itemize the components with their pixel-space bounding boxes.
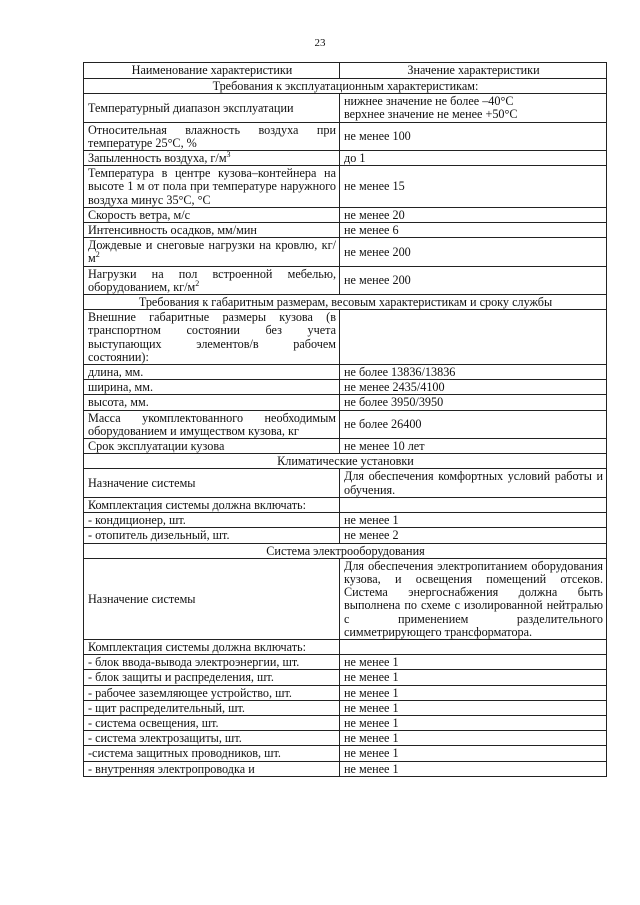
row-name [84, 151, 340, 166]
row-value: не менее 1 [340, 761, 607, 776]
row-name: длина, мм. [84, 365, 340, 380]
table-row [84, 528, 607, 543]
row-name: - блок ввода-вывода электроэнергии, шт. [84, 655, 340, 670]
table-row [84, 380, 607, 395]
row-name-text: Запыленность воздуха, г/м [88, 151, 227, 166]
row-name: Температура в центре кузова–контейнера на высоте 1 м от пола при температуре наружного воздуха минус 35°С, °С [84, 166, 340, 208]
section-title: Требования к эксплуатационным характеристикам: [84, 79, 607, 94]
table-row [84, 94, 607, 122]
row-name [84, 238, 340, 266]
row-name: - кондиционер, шт. [84, 513, 340, 528]
row-value: Для обеспечения электропитанием оборудования кузова, и освещения помещений отсеков. Система энергоснабжения должна быть выполнена по схеме с изолированной нейтралью с применением разделительного симметрирующего трансформатора. [340, 558, 607, 639]
table-row [84, 639, 607, 654]
row-value: не менее 6 [340, 223, 607, 238]
table-row [84, 731, 607, 746]
row-value: не менее 1 [340, 655, 607, 670]
row-name: Температурный диапазон эксплуатации [84, 94, 340, 122]
row-value: не менее 200 [340, 238, 607, 266]
characteristics-table [83, 62, 607, 777]
row-value: не менее 10 лет [340, 439, 607, 454]
row-name-text: Дождевые и снеговые нагрузки на кровлю, кг/м [88, 238, 336, 266]
row-value [340, 310, 607, 365]
table-row [84, 310, 607, 365]
table-row [84, 151, 607, 166]
section-title: Система электрооборудования [84, 543, 607, 558]
row-name: Относительная влажность воздуха при температуре 25°С, % [84, 122, 340, 150]
table-row [84, 365, 607, 380]
table-row [84, 266, 607, 294]
section-row [84, 543, 607, 558]
table-row [84, 410, 607, 438]
superscript: 3 [226, 149, 231, 159]
row-value: не более 13836/13836 [340, 365, 607, 380]
row-name: - система освещения, шт. [84, 715, 340, 730]
section-row [84, 295, 607, 310]
row-value: не менее 1 [340, 715, 607, 730]
section-row [84, 79, 607, 94]
table-row [84, 122, 607, 150]
row-value [340, 94, 607, 122]
table-header-row [84, 63, 607, 79]
section-title: Требования к габаритным размерам, весовым характеристикам и сроку службы [84, 295, 607, 310]
table-row [84, 238, 607, 266]
header-name-cell: Наименование характеристики [84, 63, 340, 79]
row-name: Масса укомплектованного необходимым оборудованием и имуществом кузова, кг [84, 410, 340, 438]
table-row [84, 700, 607, 715]
row-name: Назначение системы [84, 558, 340, 639]
table-row [84, 655, 607, 670]
row-value: не менее 200 [340, 266, 607, 294]
row-value: не менее 1 [340, 670, 607, 685]
table-row [84, 746, 607, 761]
table-row [84, 395, 607, 410]
row-name: Внешние габаритные размеры кузова (в транспортном состоянии без учета выступающих элементов/в рабочем состоянии): [84, 310, 340, 365]
row-name: - внутренняя электропроводка и [84, 761, 340, 776]
row-value: не менее 2435/4100 [340, 380, 607, 395]
row-name: ширина, мм. [84, 380, 340, 395]
row-value: Для обеспечения комфортных условий работы и обучения. [340, 469, 607, 497]
row-name: Интенсивность осадков, мм/мин [84, 223, 340, 238]
row-value: не более 3950/3950 [340, 395, 607, 410]
row-value: не менее 20 [340, 207, 607, 222]
value-line: верхнее значение не менее +50°С [344, 107, 518, 122]
table-row [84, 207, 607, 222]
row-name: Комплектация системы должна включать: [84, 639, 340, 654]
row-value: не менее 15 [340, 166, 607, 208]
row-name: Комплектация системы должна включать: [84, 497, 340, 512]
table-row [84, 558, 607, 639]
row-name: Срок эксплуатации кузова [84, 439, 340, 454]
row-name: -система защитных проводников, шт. [84, 746, 340, 761]
row-value: не менее 100 [340, 122, 607, 150]
row-name [84, 266, 340, 294]
row-value: не менее 2 [340, 528, 607, 543]
row-value [340, 639, 607, 654]
row-value: не более 26400 [340, 410, 607, 438]
header-value-cell: Значение характеристики [340, 63, 607, 79]
value-line: нижнее значение не более –40°С [344, 94, 514, 109]
table-row [84, 761, 607, 776]
row-name: - рабочее заземляющее устройство, шт. [84, 685, 340, 700]
table-row [84, 513, 607, 528]
table-row [84, 670, 607, 685]
row-name: высота, мм. [84, 395, 340, 410]
table-row [84, 497, 607, 512]
table-row [84, 469, 607, 497]
superscript: 2 [195, 278, 200, 288]
table-row [84, 439, 607, 454]
row-value: не менее 1 [340, 513, 607, 528]
table-row [84, 715, 607, 730]
section-title: Климатические установки [84, 454, 607, 469]
section-row [84, 454, 607, 469]
row-name: Назначение системы [84, 469, 340, 497]
row-name: - отопитель дизельный, шт. [84, 528, 340, 543]
page-number: 23 [314, 37, 326, 49]
row-value: не менее 1 [340, 731, 607, 746]
row-name-text: Нагрузки на пол встроенной мебелью, оборудованием, кг/м [88, 266, 336, 294]
row-value [340, 497, 607, 512]
row-name: Скорость ветра, м/с [84, 207, 340, 222]
row-name: - система электрозащиты, шт. [84, 731, 340, 746]
table-row [84, 166, 607, 208]
row-value: не менее 1 [340, 700, 607, 715]
row-value: не менее 1 [340, 746, 607, 761]
table-row [84, 685, 607, 700]
row-value: до 1 [340, 151, 607, 166]
row-value: не менее 1 [340, 685, 607, 700]
row-name: - щит распределительный, шт. [84, 700, 340, 715]
row-name: - блок защиты и распределения, шт. [84, 670, 340, 685]
superscript: 2 [95, 250, 100, 260]
table-row [84, 223, 607, 238]
